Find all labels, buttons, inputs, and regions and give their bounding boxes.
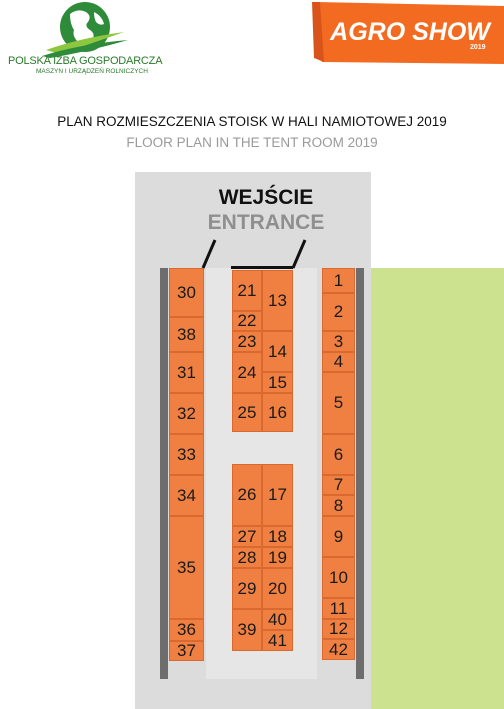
stand-23[interactable]: 23 — [232, 331, 262, 352]
stand-6[interactable]: 6 — [322, 434, 355, 475]
stand-42[interactable]: 42 — [322, 639, 355, 660]
stand-4[interactable]: 4 — [322, 352, 355, 372]
stand-35[interactable]: 35 — [169, 516, 204, 619]
stand-27[interactable]: 27 — [232, 526, 262, 547]
stand-39[interactable]: 39 — [232, 609, 262, 651]
stand-22[interactable]: 22 — [232, 311, 262, 331]
stand-18[interactable]: 18 — [262, 526, 293, 547]
left-wall — [160, 268, 168, 679]
stand-19[interactable]: 19 — [262, 547, 293, 568]
stand-2[interactable]: 2 — [322, 293, 355, 331]
stand-26[interactable]: 26 — [232, 464, 262, 526]
chamber-logo-icon — [40, 0, 130, 58]
stand-37[interactable]: 37 — [169, 641, 204, 661]
stand-21[interactable]: 21 — [232, 270, 262, 311]
stand-11[interactable]: 11 — [322, 598, 355, 619]
stand-14[interactable]: 14 — [262, 331, 293, 372]
stand-40[interactable]: 40 — [262, 609, 293, 630]
page-title-pl: PLAN ROZMIESZCZENIA STOISK W HALI NAMIOTOWEJ 2019 — [57, 114, 447, 129]
stand-36[interactable]: 36 — [169, 619, 204, 641]
stand-33[interactable]: 33 — [169, 434, 204, 475]
stand-32[interactable]: 32 — [169, 393, 204, 434]
stand-28[interactable]: 28 — [232, 547, 262, 568]
agro-show-logo-text: AGRO SHOW — [330, 18, 490, 46]
stand-8[interactable]: 8 — [322, 495, 355, 516]
stand-16[interactable]: 16 — [262, 393, 293, 432]
stand-13[interactable]: 13 — [262, 270, 293, 331]
stand-17[interactable]: 17 — [262, 464, 293, 526]
agro-show-year: 2019 — [470, 44, 486, 51]
stand-31[interactable]: 31 — [169, 352, 204, 393]
org-name: POLSKA IZBA GOSPODARCZA — [8, 55, 163, 67]
stand-41[interactable]: 41 — [262, 630, 293, 651]
stand-1[interactable]: 1 — [322, 268, 355, 293]
stand-5[interactable]: 5 — [322, 372, 355, 434]
entrance-label-pl: WEJŚCIE — [218, 186, 314, 209]
org-subname: MASZYN I URZĄDZEŃ ROLNICZYCH — [36, 68, 148, 75]
page-title-en: FLOOR PLAN IN THE TENT ROOM 2019 — [126, 135, 378, 150]
stand-34[interactable]: 34 — [169, 475, 204, 516]
entrance-label-en: ENTRANCE — [207, 211, 325, 234]
stand-9[interactable]: 9 — [322, 516, 355, 557]
stand-20[interactable]: 20 — [262, 568, 293, 609]
stand-25[interactable]: 25 — [232, 393, 262, 432]
stand-30[interactable]: 30 — [169, 268, 204, 317]
stand-3[interactable]: 3 — [322, 331, 355, 352]
stand-38[interactable]: 38 — [169, 317, 204, 352]
stand-12[interactable]: 12 — [322, 619, 355, 639]
stand-15[interactable]: 15 — [262, 372, 293, 393]
stand-24[interactable]: 24 — [232, 352, 262, 393]
stand-7[interactable]: 7 — [322, 475, 355, 495]
stand-29[interactable]: 29 — [232, 568, 262, 609]
entrance-wall-line — [231, 266, 293, 269]
right-wall — [356, 268, 364, 679]
stand-10[interactable]: 10 — [322, 557, 355, 598]
